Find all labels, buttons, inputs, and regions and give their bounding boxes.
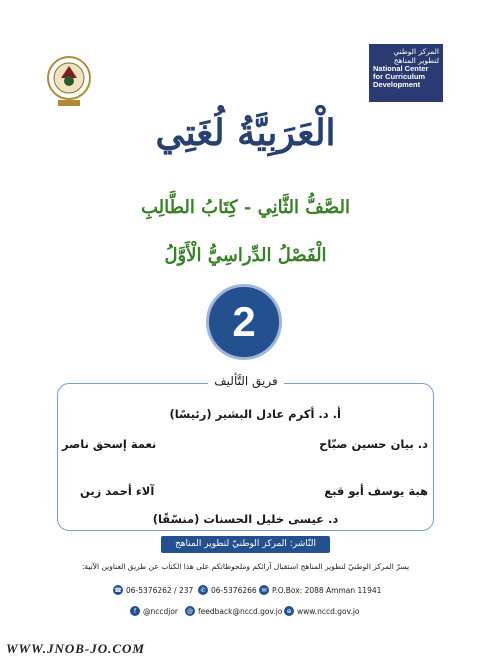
nccd-logo-arabic-line2: لتطوير المناهج	[393, 56, 439, 65]
jordan-coat-of-arms-icon	[44, 52, 94, 110]
nccd-logo	[369, 44, 443, 102]
author-name: هبة يوسف أبو قبع	[324, 484, 428, 498]
site-watermark: WWW.JNOB-JO.COM	[6, 641, 145, 656]
mailbox-icon: ✉	[259, 585, 269, 595]
authors-team-label: فريق التَّأليف	[208, 374, 284, 388]
author-name: آلاء أحمد زين	[80, 484, 155, 498]
contact-website[interactable]	[284, 606, 360, 616]
contact-phone	[113, 585, 193, 595]
contact-website-text[interactable]: www.nccd.gov.jo	[297, 606, 360, 616]
contact-email[interactable]	[185, 606, 282, 616]
author-name: نعمة إسحق ناصر	[62, 437, 157, 451]
phone-icon: ☎	[114, 586, 122, 594]
volume-number-badge: 2	[206, 284, 282, 360]
contact-mailbox	[259, 585, 381, 595]
nccd-logo-arabic-line1: المركز الوطني	[393, 47, 439, 56]
authors-frame	[57, 383, 434, 531]
author-name: أ. د. أكرم عادل البشير (رئيسًا)	[169, 407, 341, 421]
nccd-logo-english-line: for Curriculum	[373, 72, 426, 81]
facebook-icon: f	[130, 606, 140, 616]
semester-subtitle: الْفَصْلُ الدِّراسِيُّ الْأَوَّلُ	[164, 245, 327, 266]
book-title: الْعَرَبِيَّةُ لُغَتِي	[155, 112, 336, 154]
contact-facebook[interactable]	[130, 606, 178, 616]
web-icon: ⊕	[284, 606, 294, 616]
contact-email-text[interactable]: feedback@nccd.gov.jo	[198, 606, 283, 616]
publisher-badge: النّاشر: المركز الوطنيّ لتطوير المناهج	[161, 536, 330, 553]
feedback-notice: يسرّ المركز الوطنيّ لتطوير المناهج استقبال آرائكم وملحوظاتكم على هذا الكتاب عن طريق العناوين الآتية:	[81, 562, 410, 571]
fax-icon: ✆	[198, 585, 208, 595]
author-name: د. عيسى خليل الحسنات (منسّقًا)	[152, 512, 339, 526]
contact-fax-text: 06-5376266	[211, 585, 257, 595]
contact-facebook-text[interactable]: @nccdjor	[143, 606, 179, 616]
nccd-logo-english-line: Development	[373, 80, 421, 89]
contact-mailbox-text: P.O.Box: 2088 Amman 11941	[272, 585, 382, 595]
contact-phone-text: 06-5376262 / 237	[126, 585, 194, 595]
grade-subtitle: الصَّفُّ الثَّانِي - كِتَابُ الطَّالِبِ	[140, 197, 350, 218]
email-icon: @	[187, 607, 193, 615]
nccd-logo-english-line: National Center	[373, 64, 429, 73]
author-name: د. بيان حسين صبّاح	[319, 437, 428, 451]
contact-fax	[198, 585, 257, 595]
